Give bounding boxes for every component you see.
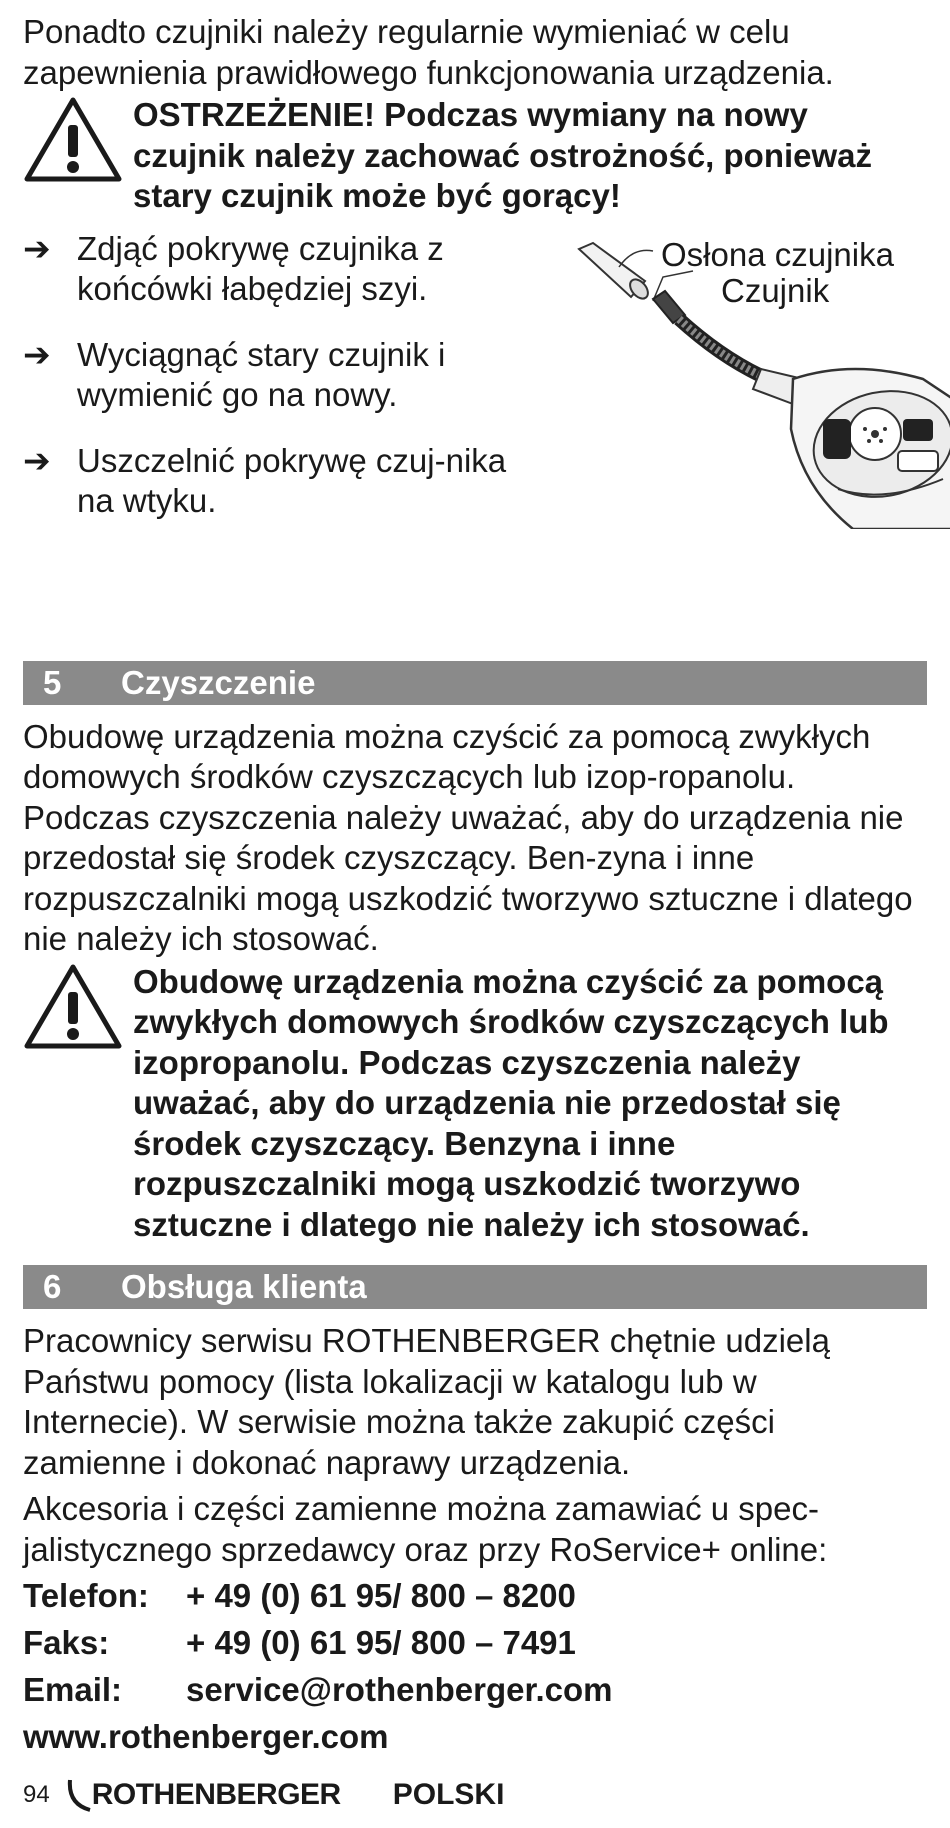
contact-label: Email:	[23, 1671, 123, 1708]
figure-label-cover: Osłona czujnika	[661, 235, 894, 273]
figure-label-sensor: Czujnik	[721, 271, 830, 309]
accessories-paragraph: Akcesoria i części zamienne można zamawiać u spec-jalistycznego sprzedawcy oraz przy RoService+ online:	[23, 1490, 828, 1568]
page-footer	[23, 1778, 504, 1812]
step-text: Wyciągnąć stary czujnik i wymienić go na nowy.	[77, 335, 446, 413]
contact-value: + 49 (0) 61 95/ 800 – 8200	[186, 1577, 576, 1614]
contact-row-email[interactable]	[23, 1666, 927, 1713]
arrow-right-icon: ➔	[23, 229, 51, 267]
contact-row-fax	[23, 1619, 927, 1666]
warning-block-sensor	[23, 95, 927, 217]
contact-label: Faks:	[23, 1624, 110, 1661]
brand-name: ROTHENBERGER	[91, 1778, 341, 1811]
arrow-right-icon: ➔	[23, 441, 51, 479]
contact-label: Telefon:	[23, 1577, 149, 1614]
section-title: Obsługa klienta	[121, 1268, 367, 1305]
warning-triangle-icon	[23, 962, 133, 1057]
language-label: POLSKI	[392, 1778, 505, 1811]
sensor-illustration	[553, 229, 950, 529]
section-number: 6	[43, 1268, 62, 1305]
manual-page	[23, 12, 927, 1760]
step-text: Zdjąć pokrywę czujnika z końcówki łabędziej szyi.	[77, 229, 444, 307]
warning-text-sensor: OSTRZEŻENIE! Podczas wymiany na nowy czujnik należy zachować ostrożność, ponieważ stary czujnik może być gorący!	[133, 96, 873, 214]
steps-list	[23, 229, 523, 547]
section-heading-customer-service	[23, 1265, 927, 1309]
contact-value: + 49 (0) 61 95/ 800 – 7491	[186, 1624, 576, 1661]
website-link[interactable]: www.rothenberger.com	[23, 1718, 389, 1755]
email-link[interactable]: service@rothenberger.com	[186, 1671, 613, 1708]
arrow-right-icon: ➔	[23, 335, 51, 373]
warning-block-cleaning	[23, 962, 927, 1246]
step-item	[23, 229, 523, 310]
brand-logo	[66, 1778, 341, 1812]
contact-row-phone	[23, 1572, 927, 1619]
brand-swoosh-icon	[66, 1778, 92, 1812]
warning-text-cleaning: Obudowę urządzenia można czyścić za pomocą zwykłych domowych środków czyszczących lub izopropanolu. Podczas czyszczenia należy uważać, aby do urządzenia nie przedostał się środek czyszczący. Benzyna i inne rozpuszczalniki mogą uszkodzić tworzywo sztuczne i dlatego nie należy ich stosować.	[133, 962, 889, 1243]
page-number: 94	[23, 1781, 50, 1808]
intro-paragraph: Ponadto czujniki należy regularnie wymieniać w celu zapewnienia prawidłowego funkcjonowania urządzenia.	[23, 13, 834, 91]
step-item	[23, 335, 523, 416]
cleaning-paragraph: Obudowę urządzenia można czyścić za pomocą zwykłych domowych środków czyszczących lub izop-ropanolu. Podczas czyszczenia należy uważać, aby do urządzenia nie przedostał się środek czyszczący. Ben-zyna i inne rozpuszczalniki mogą uszkodzić tworzywo sztuczne i dlatego nie należy ich stosować.	[23, 717, 913, 957]
section-title: Czyszczenie	[121, 663, 316, 701]
contact-list	[23, 1572, 927, 1760]
warning-triangle-icon	[23, 95, 133, 190]
steps-block	[23, 229, 927, 649]
service-paragraph: Pracownicy serwisu ROTHENBERGER chętnie udzielą Państwu pomocy (lista lokalizacji w katalogu lub w Internecie). W serwisie można także zakupić części zamienne i dokonać naprawy urządzenia.	[23, 1322, 830, 1481]
section-number: 5	[43, 663, 62, 701]
section-heading-cleaning	[23, 661, 927, 705]
step-item	[23, 441, 523, 522]
step-text: Uszczelnić pokrywę czuj-nika na wtyku.	[77, 441, 507, 519]
